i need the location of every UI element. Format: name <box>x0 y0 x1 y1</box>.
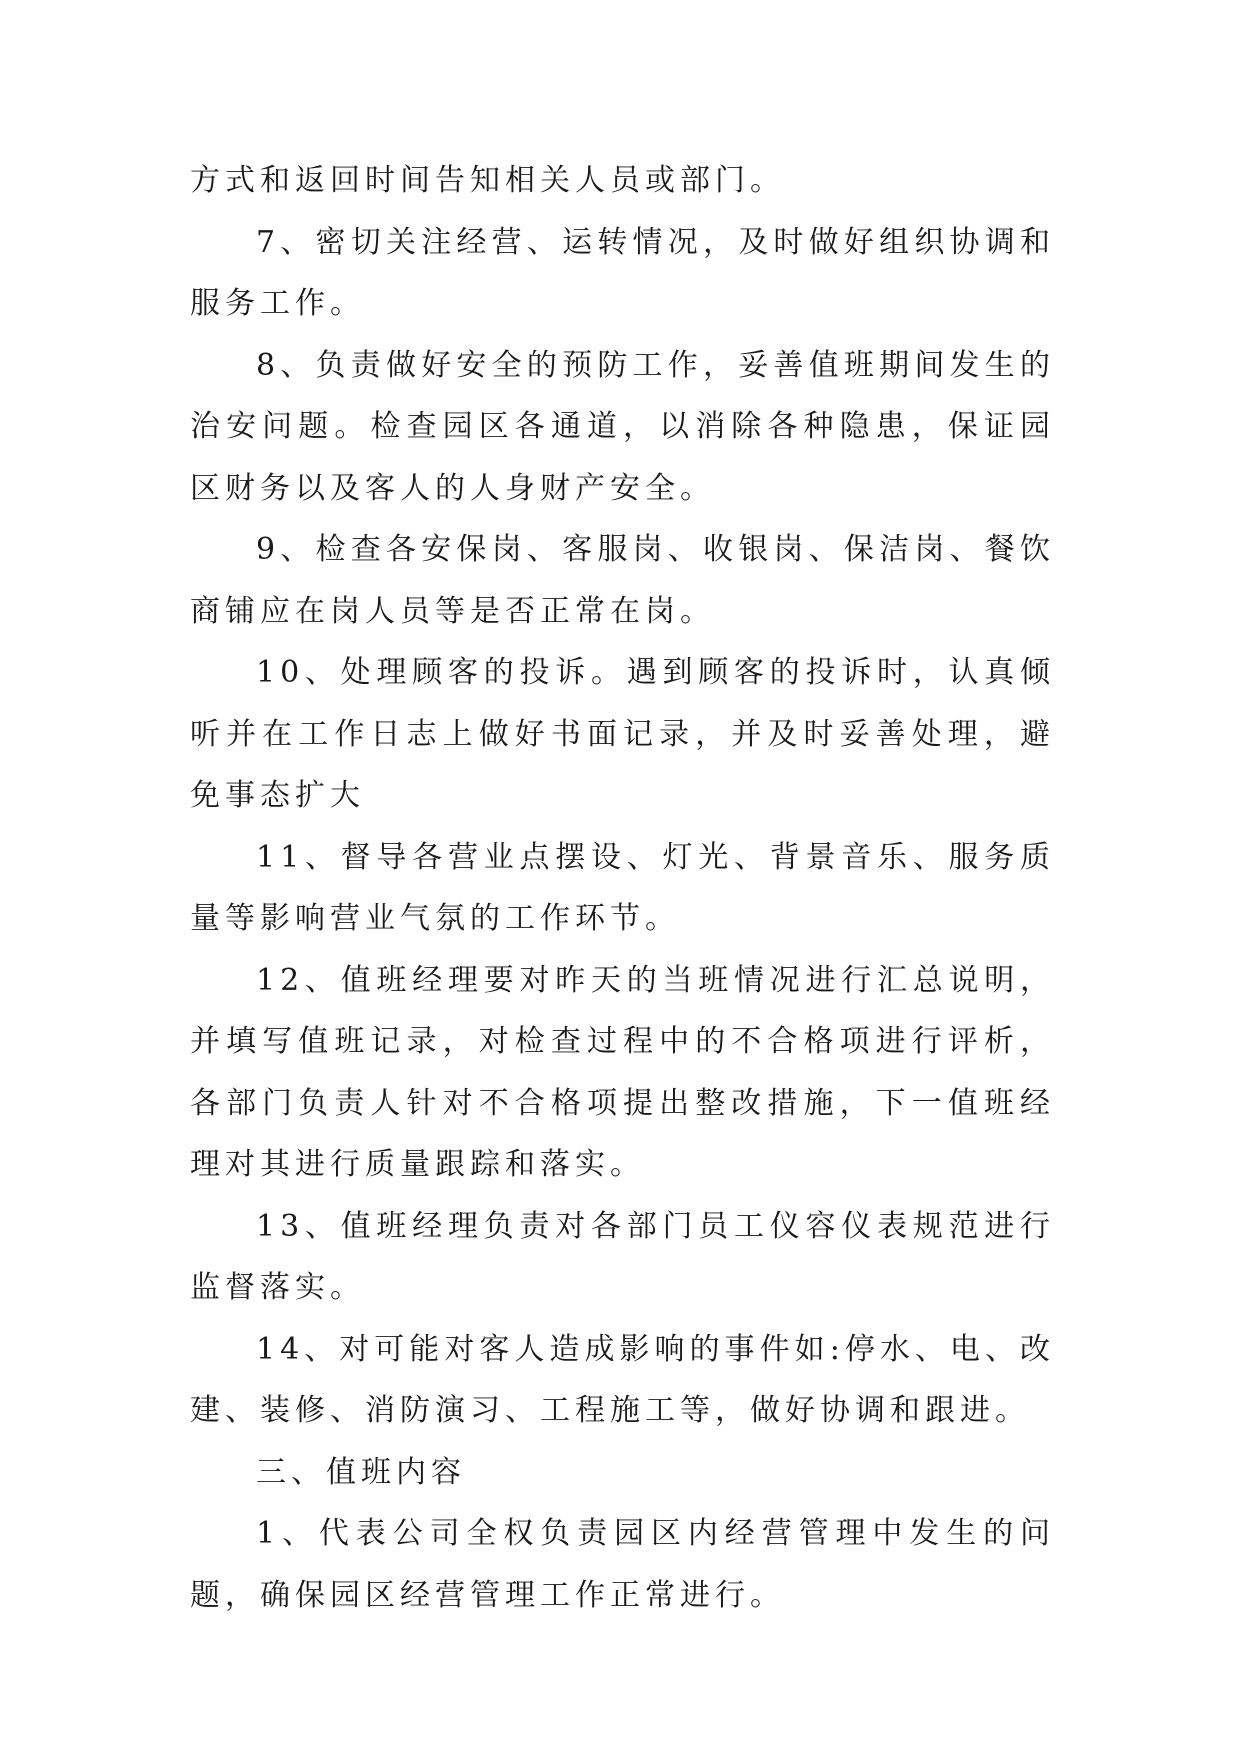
paragraph-continuation: 方式和返回时间告知相关人员或部门。 <box>190 163 785 198</box>
paragraph-item-14: 14、对可能对客人造成影响的事件如:停水、电、改建、装修、消防演习、工程施工等，做好协调和跟进。 <box>190 1331 1055 1428</box>
paragraph-item-7: 7、密切关注经营、运转情况，及时做好组织协调和服务工作。 <box>190 224 1055 321</box>
paragraph-item-10: 10、处理顾客的投诉。遇到顾客的投诉时，认真倾听并在工作日志上做好书面记录，并及时妥善处理，避免事态扩大 <box>190 655 1055 813</box>
section-heading-duty-content: 三、值班内容 <box>256 1454 466 1490</box>
paragraph-item-8: 8、负责做好安全的预防工作，妥善值班期间发生的治安问题。检查园区各通道，以消除各种隐患，保证园区财务以及客人的人身财产安全。 <box>190 347 1055 506</box>
document-body <box>190 150 1055 1626</box>
paragraph-item-12: 12、值班经理要对昨天的当班情况进行汇总说明，并填写值班记录，对检查过程中的不合格项进行评析，各部门负责人针对不合格项提出整改措施，下一值班经理对其进行质量跟踪和落实。 <box>190 962 1055 1182</box>
paragraph-item-13: 13、值班经理负责对各部门员工仪容仪表规范进行监督落实。 <box>190 1208 1055 1305</box>
paragraph-item-11: 11、督导各营业点摆设、灯光、背景音乐、服务质量等影响营业气氛的工作环节。 <box>190 839 1055 936</box>
paragraph-duty-item-1: 1、代表公司全权负责园区内经营管理中发生的问题，确保园区经营管理工作正常进行。 <box>190 1516 1055 1613</box>
paragraph-item-9: 9、检查各安保岗、客服岗、收银岗、保洁岗、餐饮商铺应在岗人员等是否正常在岗。 <box>190 532 1055 629</box>
